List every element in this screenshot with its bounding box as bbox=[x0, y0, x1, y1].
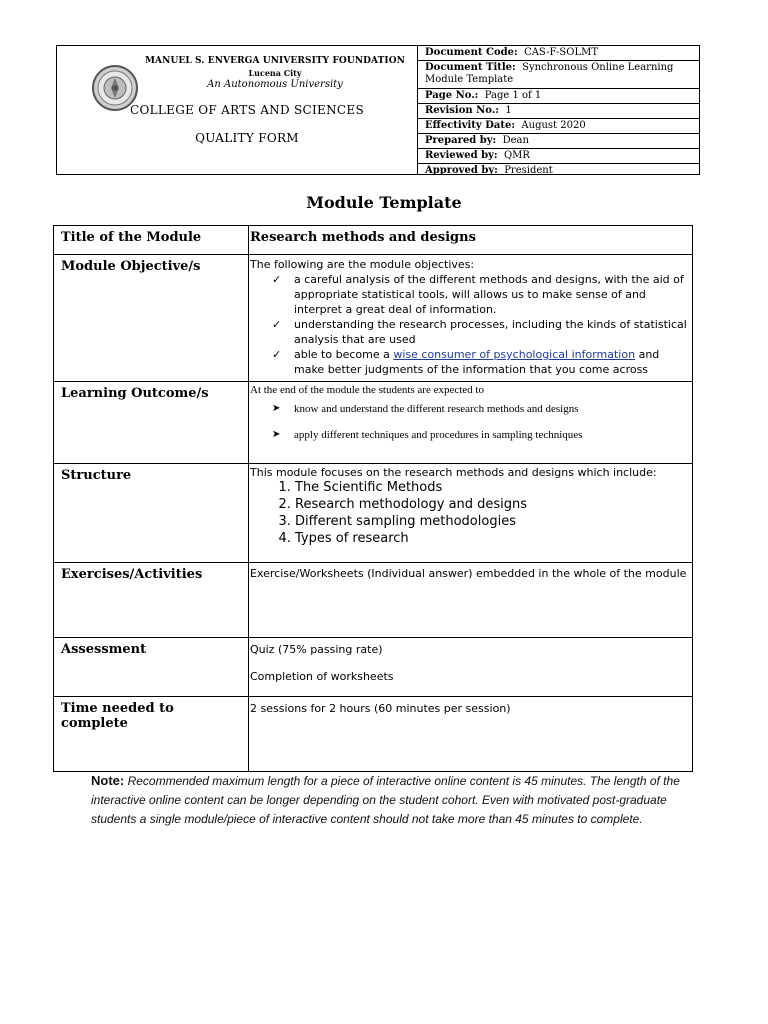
reviewed-value: QMR bbox=[503, 150, 530, 161]
outcome-item bbox=[272, 402, 688, 416]
outcomes-row bbox=[54, 382, 693, 464]
outcome-text: know and understand the different research methods and designs bbox=[294, 403, 579, 415]
assessment-line-2: Completion of worksheets bbox=[250, 670, 394, 683]
structure-list bbox=[250, 479, 688, 547]
objectives-row bbox=[54, 255, 693, 382]
module-table bbox=[53, 225, 693, 772]
module-title-label: Title of the Module bbox=[54, 226, 249, 255]
objectives-list bbox=[250, 272, 688, 377]
objectives-cell bbox=[249, 255, 693, 382]
assessment-row bbox=[54, 638, 693, 697]
objective-text-after-link: and make better judgments of the information that you come across bbox=[294, 348, 660, 376]
time-row bbox=[54, 697, 693, 772]
assessment-label: Assessment bbox=[54, 638, 249, 697]
outcomes-cell bbox=[249, 382, 693, 464]
outcomes-intro: At the end of the module the students are expected to bbox=[250, 384, 484, 396]
doc-code-value: CAS-F-SOLMT bbox=[524, 47, 598, 58]
exercises-label: Exercises/Activities bbox=[54, 563, 249, 638]
arrow-bullet-icon: ➤ bbox=[272, 403, 281, 414]
objectives-intro: The following are the module objectives: bbox=[250, 258, 475, 271]
doc-title-label: Document Title: bbox=[425, 62, 516, 73]
check-icon: ✓ bbox=[272, 348, 282, 361]
approved-label: Approved by: bbox=[425, 165, 498, 176]
outcomes-list bbox=[250, 402, 688, 442]
university-city: Lucena City bbox=[248, 68, 302, 78]
structure-cell bbox=[249, 464, 693, 563]
doc-code-label: Document Code: bbox=[425, 47, 518, 58]
psychological-info-link[interactable]: wise consumer of psychological information bbox=[393, 348, 636, 361]
arrow-bullet-icon: ➤ bbox=[272, 429, 281, 440]
reviewed-label: Reviewed by: bbox=[425, 150, 498, 161]
exercises-value: Exercise/Worksheets (Individual answer) embedded in the whole of the module bbox=[249, 563, 693, 638]
college-name: COLLEGE OF ARTS AND SCIENCES bbox=[130, 103, 364, 117]
structure-label: Structure bbox=[54, 464, 249, 563]
outcomes-label: Learning Outcome/s bbox=[54, 382, 249, 464]
page-no-value: Page 1 of 1 bbox=[484, 90, 542, 101]
time-label: Time needed to complete bbox=[54, 697, 249, 772]
structure-row bbox=[54, 464, 693, 563]
prepared-row bbox=[417, 134, 699, 149]
check-icon: ✓ bbox=[272, 273, 282, 286]
page-title: Module Template bbox=[306, 193, 462, 212]
effectivity-row bbox=[417, 119, 699, 134]
objective-text-before-link: able to become a bbox=[294, 348, 390, 361]
objective-item bbox=[272, 347, 688, 377]
revision-value: 1 bbox=[505, 105, 512, 116]
module-title-row bbox=[54, 226, 693, 255]
doc-title-value: Synchronous Online Learning Module Template bbox=[425, 62, 674, 85]
page-no-row bbox=[417, 89, 699, 104]
document-header bbox=[56, 45, 700, 175]
structure-item: 4. Types of research bbox=[295, 530, 688, 547]
assessment-cell bbox=[249, 638, 693, 697]
note-label: Note: bbox=[91, 773, 125, 788]
prepared-value: Dean bbox=[502, 135, 529, 146]
form-type: QUALITY FORM bbox=[195, 131, 299, 145]
note-text: Recommended maximum length for a piece of interactive online content is 45 minutes. The length of the interactive online content can be longer depending on the student cohort. Even with motivated post-graduate students a single module/piece of interactive content should not take more than 45 minutes to complete. bbox=[91, 774, 680, 826]
time-value: 2 sessions for 2 hours (60 minutes per session) bbox=[249, 697, 693, 772]
approved-row bbox=[417, 164, 699, 178]
document-control-block bbox=[417, 46, 699, 178]
assessment-line-1: Quiz (75% passing rate) bbox=[250, 643, 383, 656]
doc-code-row bbox=[417, 46, 699, 61]
check-icon: ✓ bbox=[272, 318, 282, 331]
module-title-value: Research methods and designs bbox=[249, 226, 693, 255]
university-tagline: An Autonomous University bbox=[207, 79, 343, 90]
structure-item: 2. Research methodology and designs bbox=[295, 496, 688, 513]
structure-item: 1. The Scientific Methods bbox=[295, 479, 688, 496]
university-name: MANUEL S. ENVERGA UNIVERSITY FOUNDATION bbox=[144, 56, 406, 66]
structure-item: 3. Different sampling methodologies bbox=[295, 513, 688, 530]
effectivity-label: Effectivity Date: bbox=[425, 120, 516, 131]
revision-label: Revision No.: bbox=[425, 105, 499, 116]
exercises-row bbox=[54, 563, 693, 638]
institution-block bbox=[57, 46, 418, 174]
revision-row bbox=[417, 104, 699, 119]
objective-item bbox=[272, 272, 688, 317]
effectivity-value: August 2020 bbox=[521, 120, 586, 131]
doc-title-row bbox=[417, 61, 699, 89]
approved-value: President bbox=[504, 165, 553, 176]
objective-item bbox=[272, 317, 688, 347]
objective-text: a careful analysis of the different methods and designs, with the aid of appropriate statistical tools, will allows us to make sense of and interpret a great deal of information. bbox=[294, 273, 684, 316]
reviewed-row bbox=[417, 149, 699, 164]
page-no-label: Page No.: bbox=[425, 90, 479, 101]
structure-intro: This module focuses on the research methods and designs which include: bbox=[250, 466, 657, 479]
outcome-item bbox=[272, 428, 688, 442]
prepared-label: Prepared by: bbox=[425, 135, 497, 146]
note-paragraph bbox=[91, 771, 691, 829]
objectives-label: Module Objective/s bbox=[54, 255, 249, 382]
objective-text: understanding the research processes, including the kinds of statistical analysis that are used bbox=[294, 318, 687, 346]
outcome-text: apply different techniques and procedures in sampling techniques bbox=[294, 429, 583, 441]
